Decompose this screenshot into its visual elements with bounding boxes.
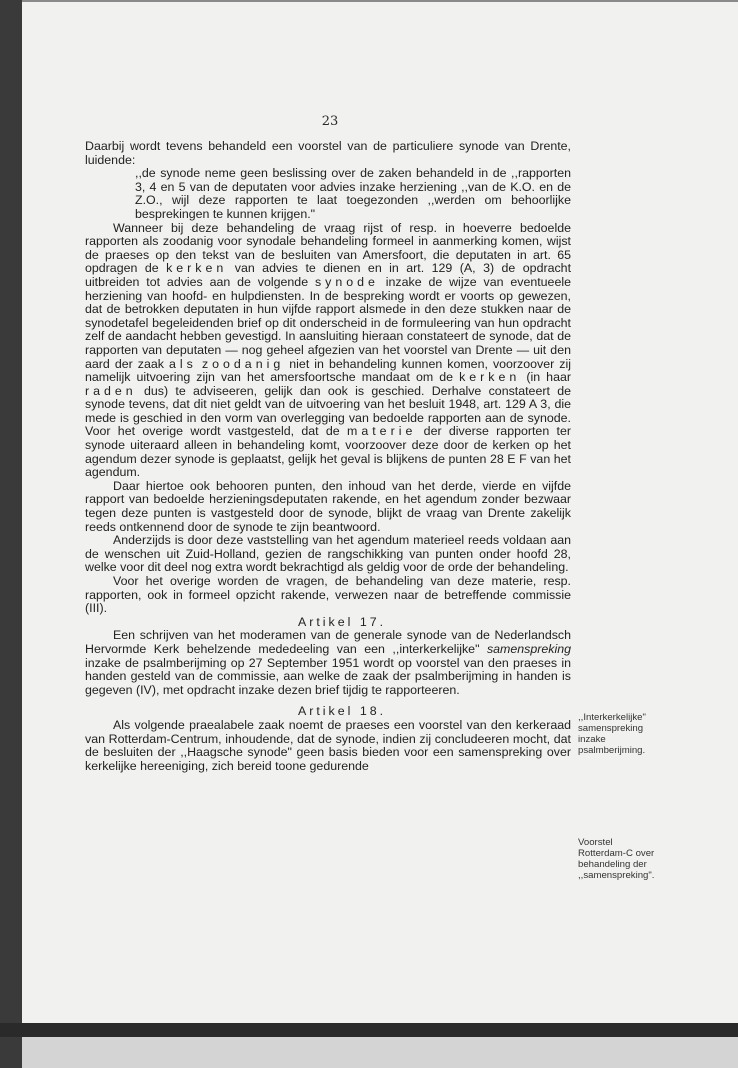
- quoted-proposal: ,,de synode neme geen beslissing over de zaken behandeld in de ,,rapporten 3, 4 en 5 van de deputaten voor advies inzake herziening ,,van de K.O. en de Z.O., wijl deze rapporten te laat toegezonden ,,werden om behoorlijke besprekingen te kunnen krijgen.": [135, 166, 571, 221]
- paragraph-intro: Daarbij wordt tevens behandeld een voorstel van de particuliere synode van Drente, luidende:: [85, 139, 571, 167]
- spaced-word-synode: synode: [314, 274, 379, 289]
- page-number: 23: [321, 114, 339, 129]
- spaced-word-kerken: kerken: [166, 261, 228, 276]
- paragraph-zuid-holland: Anderzijds is door deze vaststelling van het agendum materieel reeds voldaan aan de wenschen uit Zuid-Holland, gezien de rangschikking van punten onder hoofd 28, welke voor dit deel nog extra wordt bekrachtigd als geldig voor de orde der behandeling.: [85, 533, 571, 575]
- scan-edge-bottom: [0, 1023, 738, 1037]
- margin-note-rotterdam: Voorstel Rotterdam-C over behandeling der ,,samenspreking".: [578, 837, 655, 881]
- paragraph-artikel-17: Een schrijven van het moderamen van de generale synode van de Nederlandsch Hervormde Kerk behelzende mededeeling van een ,,interkerkelijke" samenspreking inzake de psalmberijming op 27 September 1951 wordt op voorstel van den praeses in handen gesteld van de commissie, aan welke de zaak der psalmberijming in handen is gegeven (IV), met opdracht inzake dezen brief tijdig te rapporteeren.: [85, 628, 571, 697]
- paragraph-agenda-points: Daar hiertoe ook behooren punten, den inhoud van het derde, vierde en vijfde rapport van bedoelde herzieningsdeputaten rakende, en het agendum zonder bezwaar tegen deze punten is vastgesteld door de synode, blijkt de vraag van Drente zakelijk reeds ontkennend door de synode te zijn beantwoord.: [85, 478, 571, 534]
- spaced-word-als: als: [169, 356, 197, 371]
- spaced-word-kerken-2: kerken: [459, 370, 521, 385]
- spaced-word-zoodanig: zoodanig: [201, 356, 285, 371]
- body-text: [85, 140, 571, 773]
- paragraph-treatment: Wanneer bij deze behandeling de vraag rijst of resp. in hoeverre bedoelde rapporten als zoodanig voor synodale behandeling formeel in aanmerking komen, wijst de praeses op den tekst van de besluiten van Amersfoort, die deputaten in art. 65 opdragen de kerken van advies te dienen en in art. 129 (A, 3) de opdracht uitbreiden tot advies aan de volgende synode inzake de wijze van eventueele herziening van hoofd- en hulpdiensten. In de bespreking wordt er voorts op gewezen, dat de betrokken deputaten in hun vijfde rapport alsmede in den deze stukken naar de synodetafel begeleidenden brief op dit onderscheid in de formuleering van hun opdracht zelf de aandacht hebben gevestigd. In aansluiting hieraan constateert de synode, dat de rapporten van deputaten — nog geheel afgezien van het voorstel van Drente — uit den aard der zaak als zoodanig niet in behandeling kunnen komen, voorzoover zij namelijk uitvoering zijn van het amersfoortsche mandaat om de kerken (in haar raden dus) te adviseeren, gelijk dan ook is geschied. Derhalve constateert de synode tevens, dat dit niet geldt van de uitvoering van het besluit 1948, art. 129 A 3, die mede is geschied in den vorm van overlegging van bedoelde rapporten aan de synode. Voor het overige wordt vastgesteld, dat de materie der diverse rapporten ter synode uiteraard alleen in behandeling komt, voorzoover deze door de kerken op het agendum dezer synode is geplaatst, gelijk het geval is blijkens de punten 28 E F van het agendum.: [85, 220, 572, 480]
- scan-edge-left: [0, 0, 22, 1068]
- heading-artikel-17: Artikel 17.: [297, 614, 387, 629]
- spaced-word-materie: materie: [347, 424, 417, 439]
- spaced-word-raden: raden: [85, 383, 137, 398]
- heading-artikel-18: Artikel 18.: [297, 704, 387, 719]
- italic-samenspreking: samenspreking: [486, 641, 571, 656]
- paragraph-commission: Voor het overige worden de vragen, de behandeling van deze materie, resp. rapporten, ook in formeel opzicht rakende, verwezen naar de betreffende commissie (III).: [85, 574, 571, 616]
- document-page: [22, 2, 738, 1023]
- paragraph-artikel-18: Als volgende praealabele zaak noemt de praeses een voorstel van den kerkeraad van Rotterdam-Centrum, inhoudende, dat de synode, indien zij concludeeren mocht, dat de besluiten der ,,Haagsche synode" geen basis bieden voor een samenspreking over kerkelijke hereeniging, zich bereid toone gedurende: [85, 717, 571, 773]
- margin-note-interkerkelijke: ,,Interkerkelijke" samenspreking inzake psalmberijming.: [578, 712, 646, 756]
